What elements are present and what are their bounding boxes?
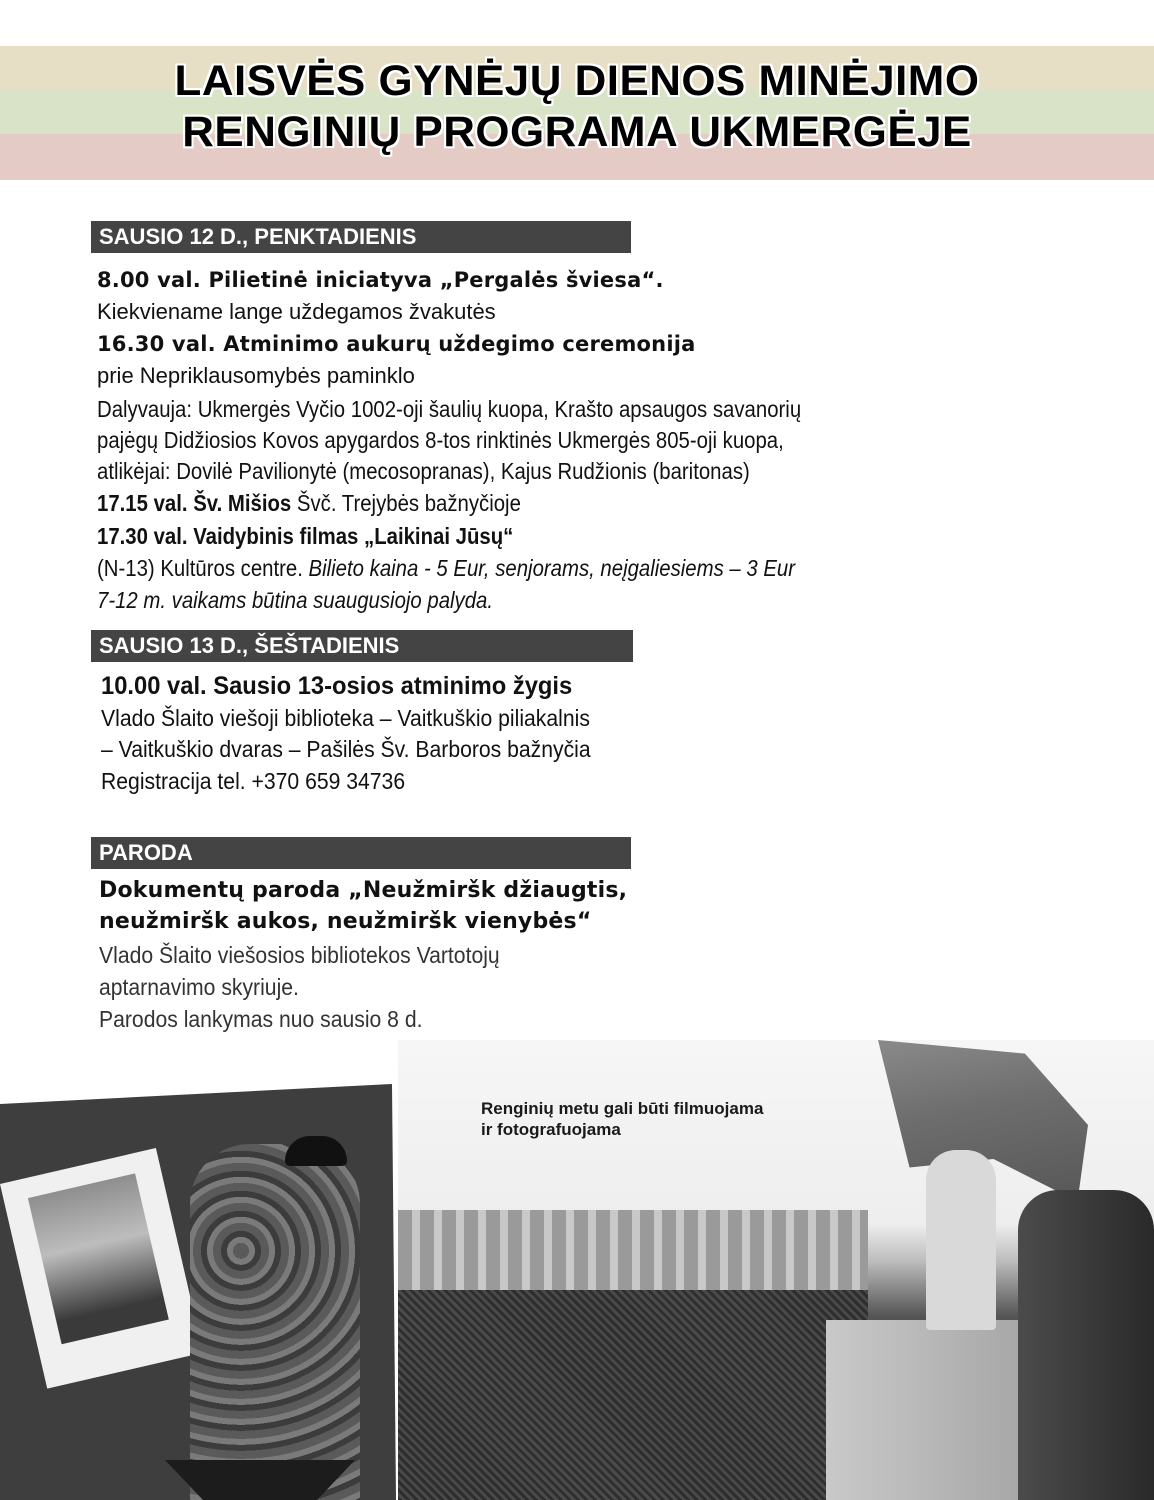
event-title: 17.15 val. Šv. Mišios <box>97 490 292 516</box>
age-note: 7-12 m. vaikams būtina suaugusiojo palyda. <box>97 587 494 613</box>
event-row <box>97 552 795 584</box>
exhibition-title: Dokumentų paroda „Neužmiršk džiaugtis, <box>99 878 628 903</box>
filming-notice-line-1: Renginių metu gali būti filmuojama <box>481 1099 764 1118</box>
portrait-face <box>28 1173 169 1344</box>
event-detail: pajėgų Didžiosios Kovos apygardos 8-tos rinktinės Ukmergės 805-oji kuopa, <box>97 427 784 453</box>
exhibition-dates: Parodos lankymas nuo sausio 8 d. <box>99 1006 423 1032</box>
section-heading-jan13: SAUSIO 13 D., ŠEŠTADIENIS <box>91 630 633 662</box>
exhibition-detail: Vlado Šlaito viešosios bibliotekos Vartotojų <box>99 942 500 968</box>
soldier <box>190 1144 360 1500</box>
registration-phone: Registracija tel. +370 659 34736 <box>101 768 406 794</box>
event-title: 17.30 val. Vaidybinis filmas „Laikinai Jūsų“ <box>97 523 514 549</box>
crowd <box>398 1290 868 1500</box>
title-line-1: LAISVĖS GYNĖJŲ DIENOS MINĖJIMO <box>174 57 980 105</box>
exhibition-title: neužmiršk aukos, neužmiršk vienybės“ <box>99 909 592 934</box>
city-skyline <box>398 1210 868 1290</box>
flag-bearer <box>926 1150 996 1330</box>
event-title: 8.00 val. Pilietinė iniciatyva „Pergalės šviesa“. <box>97 268 664 292</box>
memorial-portrait <box>0 1148 203 1389</box>
event-detail: Švč. Trejybės bažnyčioje <box>291 490 521 516</box>
event-detail: Kiekviename lange uždegamos žvakutės <box>97 299 496 324</box>
onlookers <box>1018 1190 1154 1500</box>
event-title: 10.00 val. Sausio 13-osios atminimo žygis <box>101 672 573 700</box>
event-detail: prie Nepriklausomybės paminklo <box>97 363 415 388</box>
filming-notice-line-2: ir fotografuojama <box>481 1120 621 1139</box>
event-detail: (N-13) Kultūros centre. <box>97 555 309 581</box>
event-detail: atlikėjai: Dovilė Pavilionytė (mecosopranas), Kajus Rudžionis (baritonas) <box>97 458 750 484</box>
event-title: 16.30 val. Atminimo aukurų uždegimo ceremonija <box>97 332 696 356</box>
event-detail: – Vaitkuškio dvaras – Pašilės Šv. Barboros bažnyčia <box>101 736 591 762</box>
section-heading-exhibition: PARODA <box>91 837 631 869</box>
beret <box>285 1136 347 1166</box>
event-row <box>97 487 521 519</box>
page-title <box>0 56 1154 158</box>
ticket-price: Bilieto kaina - 5 Eur, senjorams, neįgaliesiems – 3 Eur <box>308 555 796 581</box>
section-heading-jan12: SAUSIO 12 D., PENKTADIENIS <box>91 221 631 253</box>
title-line-2: RENGINIŲ PROGRAMA UKMERGĖJE <box>182 108 972 156</box>
exhibition-detail: aptarnavimo skyriuje. <box>99 974 299 1000</box>
event-detail: Dalyvauja: Ukmergės Vyčio 1002-oji šaulių kuopa, Krašto apsaugos savanorių <box>97 396 802 422</box>
memorial-ceremony-photo <box>0 1084 396 1500</box>
filming-notice <box>481 1098 763 1140</box>
event-detail: Vlado Šlaito viešoji biblioteka – Vaitkuškio piliakalnis <box>101 705 590 731</box>
